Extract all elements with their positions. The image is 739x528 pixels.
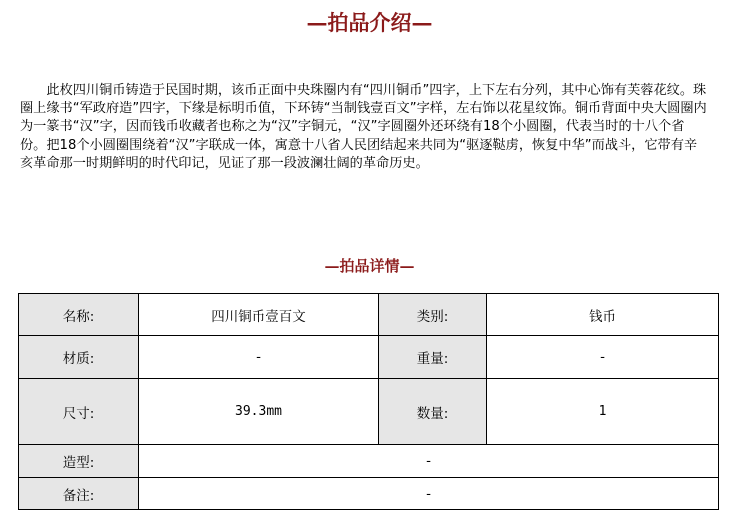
- details-section-title: —拍品详情—: [324, 257, 415, 275]
- category-label: 类别:: [379, 294, 487, 336]
- shape-label: 造型:: [19, 445, 139, 478]
- category-value: 钱币: [487, 294, 719, 336]
- table-row-shape: [19, 445, 719, 478]
- material-value: -: [139, 336, 379, 379]
- table-row-size: [19, 379, 719, 445]
- notes-value: -: [139, 478, 719, 510]
- name-value: 四川铜币壹百文: [139, 294, 379, 336]
- notes-label: 备注:: [19, 478, 139, 510]
- quantity-label: 数量:: [379, 379, 487, 445]
- table-row-name: [19, 294, 719, 336]
- details-table: [18, 293, 719, 510]
- material-label: 材质:: [19, 336, 139, 379]
- intro-paragraph: 此枚四川铜币铸造于民国时期，该币正面中央珠圈内有“四川铜币”四字，上下左右分列，其中心饰有芙蓉花纹。珠圈上缘书“军政府造”四字，下缘是标明币值，下环铸“当制钱壹百文”字样，左右饰以花星纹饰。铜币背面中央大圆圈内为一篆书“汉”字，因而钱币收藏者也称之为“汉”字铜元，“汉”字圆圈外还环绕有18个小圆圈，代表当时的十八个省份。把18个小圆圈围绕着“汉”字联成一体，寓意十八省人民团结起来共同为“驱逐鞑虏，恢复中华”而战斗，它带有辛亥革命那一时期鲜明的时代印记，见证了那一段波澜壮阔的革命历史。: [20, 83, 707, 171]
- table-row-notes: [19, 478, 719, 510]
- weight-label: 重量:: [379, 336, 487, 379]
- size-value: 39.3mm: [139, 379, 379, 445]
- quantity-value: 1: [487, 379, 719, 445]
- name-label: 名称:: [19, 294, 139, 336]
- intro-section-title: —拍品介绍—: [306, 10, 433, 35]
- shape-value: -: [139, 445, 719, 478]
- size-label: 尺寸:: [19, 379, 139, 445]
- table-row-material: [19, 336, 719, 379]
- weight-value: -: [487, 336, 719, 379]
